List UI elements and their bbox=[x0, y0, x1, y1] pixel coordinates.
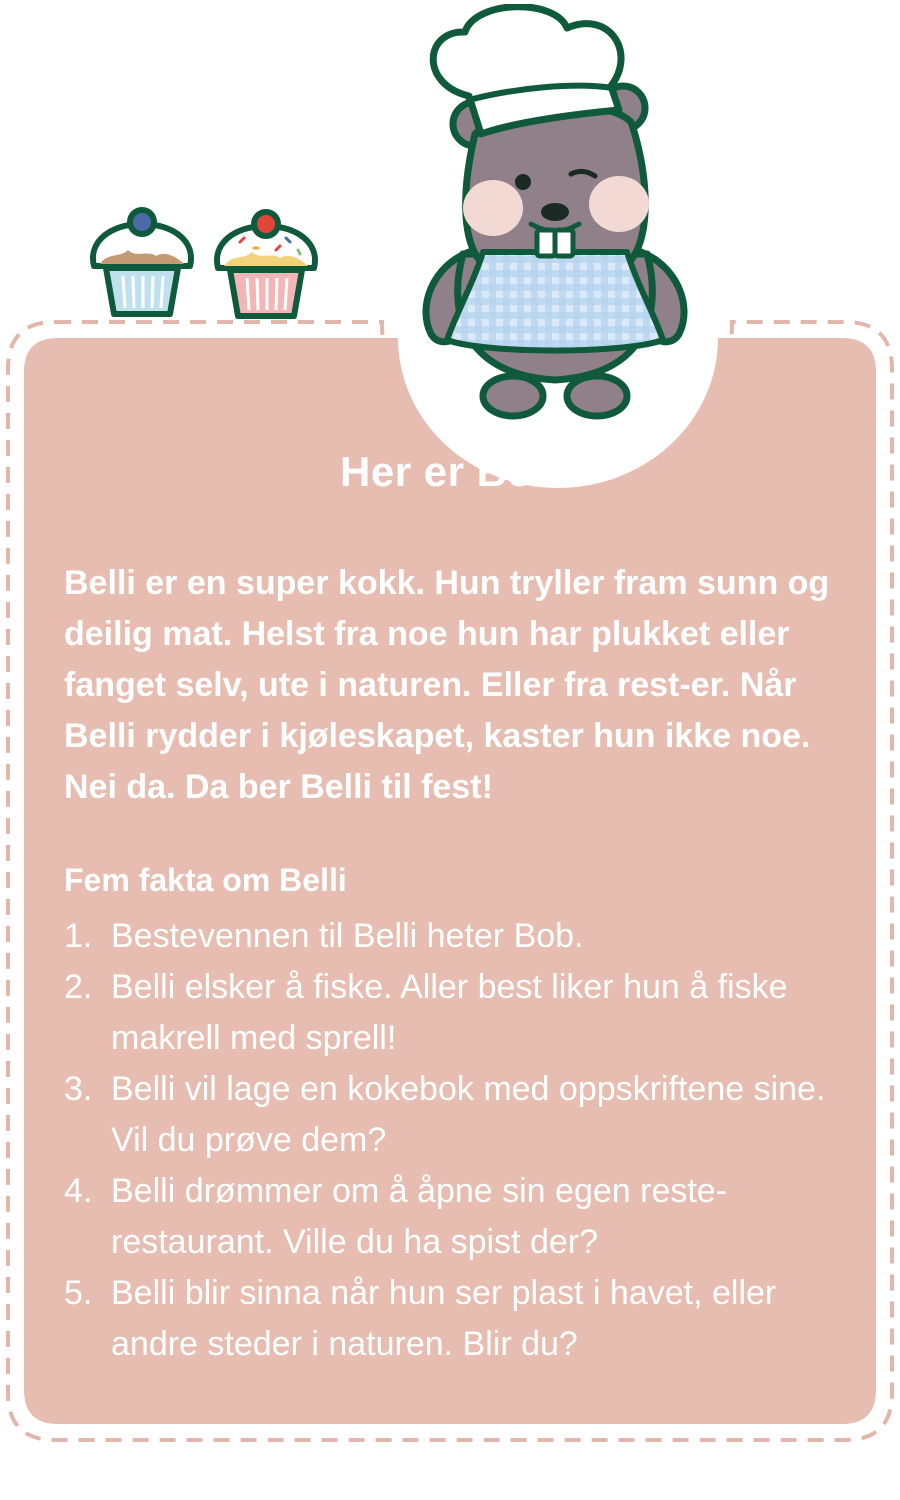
fact-number: 5. bbox=[64, 1274, 93, 1312]
card-title: Her er Belli. bbox=[340, 448, 580, 495]
fact-item bbox=[64, 911, 854, 962]
cupcake-blueberry-icon bbox=[86, 202, 198, 320]
fact-text: Belli blir sinna når hun ser plast i havet, eller andre steder i naturen. Blir du? bbox=[111, 1274, 777, 1363]
fact-text: Belli elsker å fiske. Aller best liker hun å fiske makrell med sprell! bbox=[111, 968, 788, 1057]
facts-heading: Fem fakta om Belli bbox=[64, 862, 347, 898]
fact-item bbox=[64, 1064, 854, 1166]
fact-number: 2. bbox=[64, 968, 93, 1006]
fact-number: 4. bbox=[64, 1172, 93, 1210]
fact-text: Belli drømmer om å åpne sin egen reste-restaurant. Ville du ha spist der? bbox=[111, 1172, 728, 1261]
fact-item bbox=[64, 1268, 854, 1370]
fact-item bbox=[64, 962, 854, 1064]
fact-item bbox=[64, 1166, 854, 1268]
beaver-chef-icon bbox=[405, 4, 705, 424]
cupcake-cherry-sprinkles-icon bbox=[210, 204, 322, 322]
fact-number: 1. bbox=[64, 917, 93, 955]
intro-paragraph: Belli er en super kokk. Hun tryller fram sunn og deilig mat. Helst fra noe hun har plukket eller fanget selv, ute i naturen. Eller fra rest-er. Når Belli rydder i kjøleskapet, kaster hun ikke noe. Nei da. Da ber Belli til fest! bbox=[64, 564, 830, 806]
fact-text: Belli vil lage en kokebok med oppskriftene sine. Vil du prøve dem? bbox=[111, 1070, 826, 1159]
facts-list bbox=[64, 911, 854, 1370]
fact-text: Bestevennen til Belli heter Bob. bbox=[111, 917, 584, 955]
fact-number: 3. bbox=[64, 1070, 93, 1108]
